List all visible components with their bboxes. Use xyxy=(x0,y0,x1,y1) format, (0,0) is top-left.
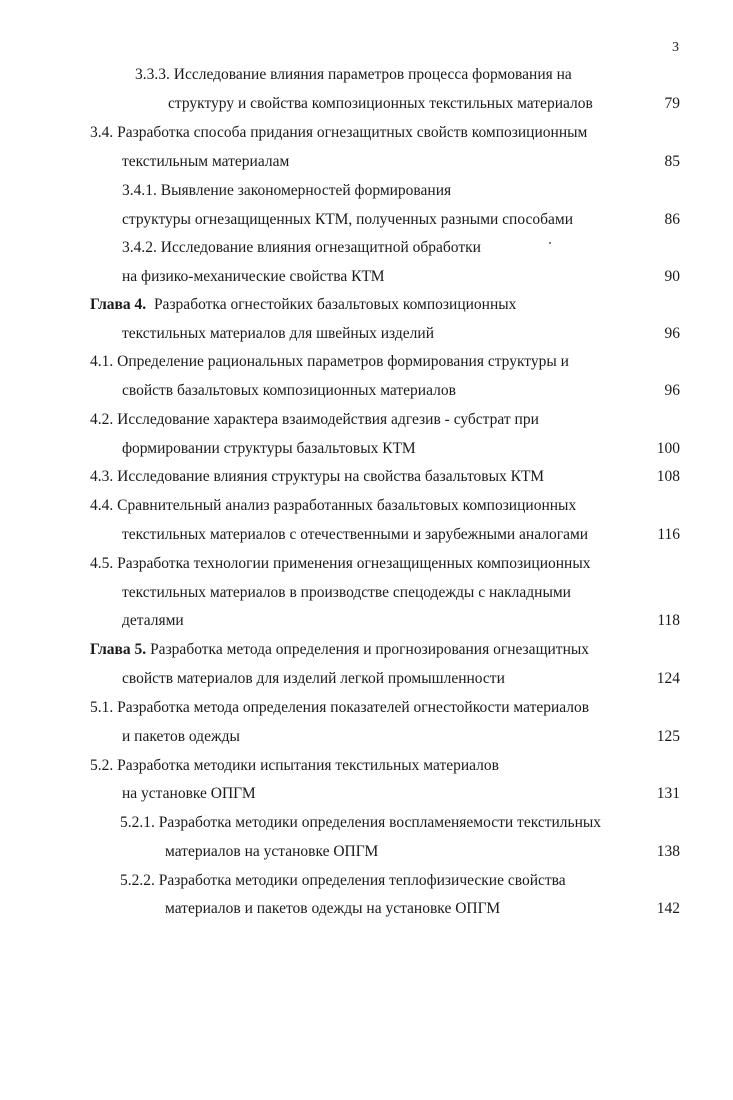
toc-page-ref: 79 xyxy=(664,95,680,112)
toc-page-ref: 96 xyxy=(664,382,680,399)
toc-page-ref: 138 xyxy=(656,843,680,860)
toc-line: свойств материалов для изделий легкой промышленности xyxy=(122,670,505,687)
toc-line: 3.4.2. Исследование влияния огнезащитной обработки xyxy=(122,239,481,256)
toc-line: текстильных материалов с отечественными и зарубежными аналогами xyxy=(122,526,589,543)
toc-page-ref: 85 xyxy=(664,153,680,170)
toc-line: 4.5. Разработка технологии применения огнезащищенных композиционных xyxy=(90,555,591,572)
toc-line: текстильных материалов для швейных изделий xyxy=(122,325,434,342)
toc-page-ref: 100 xyxy=(656,440,680,457)
toc-page-ref: 90 xyxy=(664,268,680,285)
toc-page-ref: 131 xyxy=(656,785,680,802)
toc-line: 4.3. Исследование влияния структуры на свойства базальтовых КТМ xyxy=(90,468,545,485)
toc-page-ref: 116 xyxy=(657,526,680,543)
toc-line: формировании структуры базальтовых КТМ xyxy=(122,440,416,457)
scan-speck xyxy=(549,242,551,244)
toc-line: 4.4. Сравнительный анализ разработанных базальтовых композиционных xyxy=(90,497,577,514)
toc-line: 5.1. Разработка метода определения показателей огнестойкости материалов xyxy=(90,699,590,716)
toc-page-ref: 118 xyxy=(657,612,680,629)
toc-line: 3.4. Разработка способа придания огнезащитных свойств композиционным xyxy=(90,124,588,141)
toc-line: на физико-механические свойства КТМ xyxy=(122,268,385,285)
chapter-label: Глава 5. xyxy=(90,641,147,658)
chapter-label: Глава 4. xyxy=(90,296,147,313)
toc-line: структуру и свойства композиционных текстильных материалов xyxy=(168,95,593,112)
toc-line: деталями xyxy=(122,612,184,629)
toc-line: 4.1. Определение рациональных параметров формирования структуры и xyxy=(90,353,569,370)
toc-page-ref: 142 xyxy=(656,900,680,917)
toc-chapter-line: Глава 4. Разработка огнестойких базальтовых композиционных xyxy=(90,296,517,313)
toc-line: 3.3.3. Исследование влияния параметров процесса формования на xyxy=(135,66,572,83)
toc-line: текстильных материалов в производстве спецодежды с накладными xyxy=(122,584,571,601)
toc-page-ref: 96 xyxy=(664,325,680,342)
toc-line: свойств базальтовых композиционных материалов xyxy=(122,382,456,399)
toc-line: 4.2. Исследование характера взаимодействия адгезив - субстрат при xyxy=(90,411,539,428)
page-number: 3 xyxy=(672,40,679,55)
toc-line: структуры огнезащищенных КТМ, полученных разными способами xyxy=(122,211,573,228)
toc-line: 3.4.1. Выявление закономерностей формирования xyxy=(122,182,452,199)
toc-line: и пакетов одежды xyxy=(122,728,240,745)
toc-page-ref: 86 xyxy=(664,211,680,228)
toc-page-ref: 124 xyxy=(656,670,680,687)
toc-page-ref: 108 xyxy=(656,468,680,485)
toc-line: на установке ОПГМ xyxy=(122,785,256,802)
toc-line: 5.2. Разработка методики испытания текстильных материалов xyxy=(90,757,499,774)
toc-line: 5.2.2. Разработка методики определения теплофизические свойства xyxy=(120,872,566,889)
toc-chapter-line: Глава 5. Разработка метода определения и прогнозирования огнезащитных xyxy=(90,641,590,658)
toc-line: 5.2.1. Разработка методики определения воспламеняемости текстильных xyxy=(120,814,602,831)
toc-line: текстильным материалам xyxy=(122,153,290,170)
toc-line: материалов и пакетов одежды на установке ОПГМ xyxy=(165,900,501,917)
toc-page-ref: 125 xyxy=(656,728,680,745)
toc-line: материалов на установке ОПГМ xyxy=(165,843,379,860)
